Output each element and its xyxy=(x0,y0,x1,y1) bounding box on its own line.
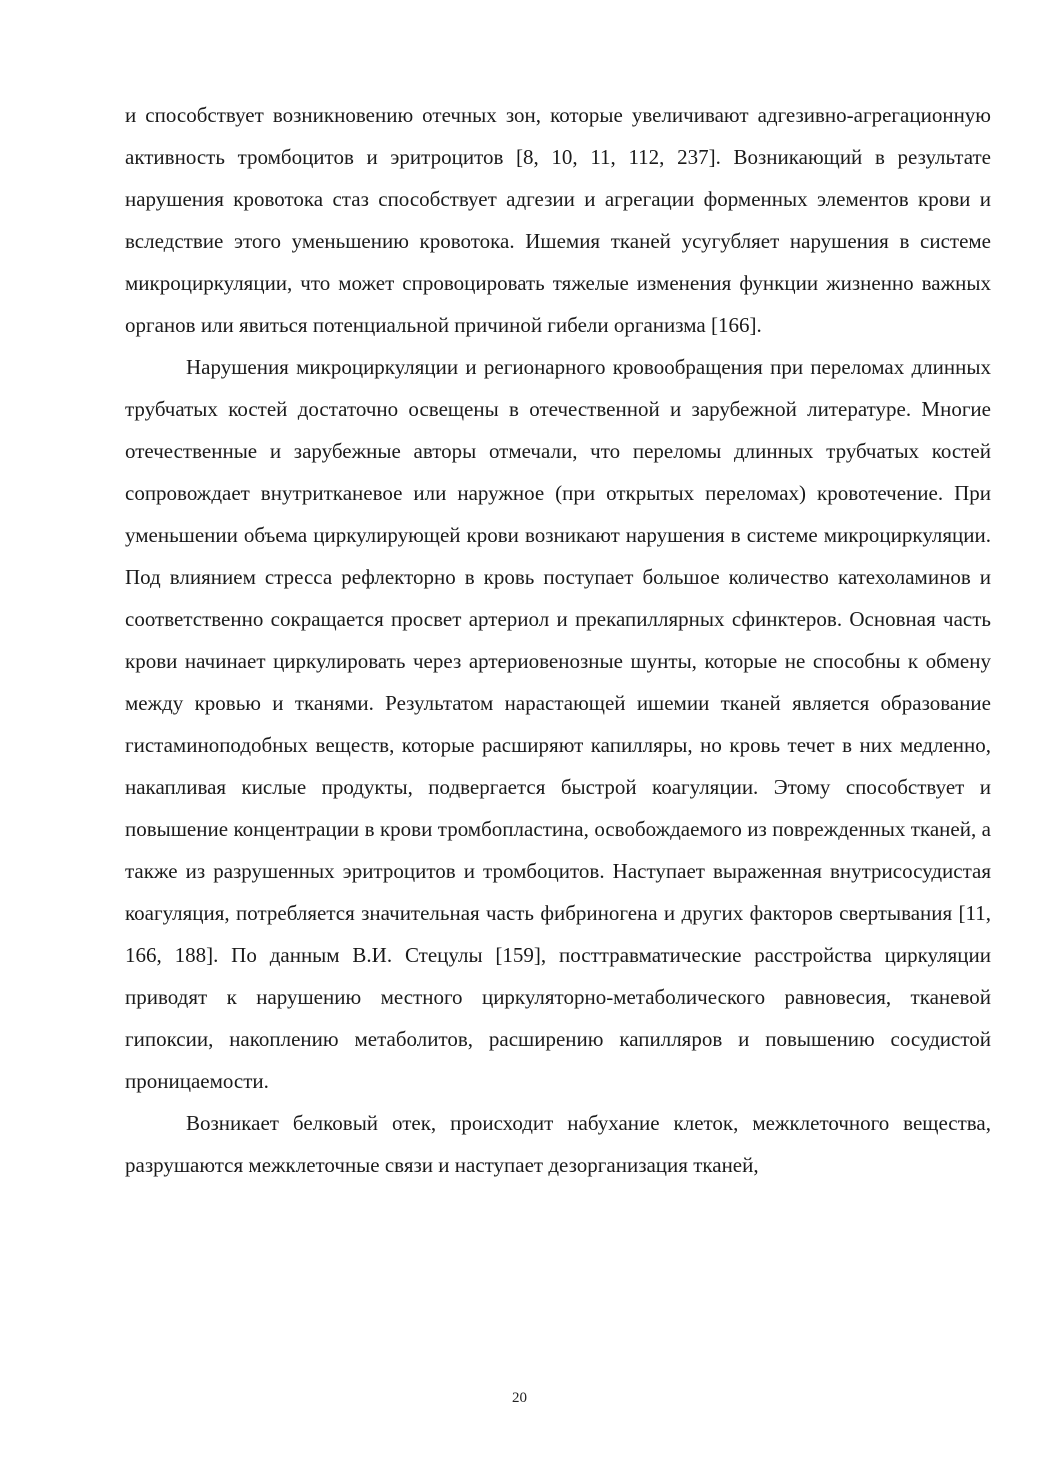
text-body xyxy=(125,94,991,1186)
paragraph-2: Нарушения микроциркуляции и регионарного кровообращения при переломах длинных трубчатых костей достаточно освещены в отечественной и зарубежной литературе. Многие отечественные и зарубежные авторы отмечали, что переломы длинных трубчатых костей сопровождает внутритканевое или наружное (при открытых переломах) кровотечение. При уменьшении объема циркулирующей крови возникают нарушения в системе микроциркуляции. Под влиянием стресса рефлекторно в кровь поступает большое количество катехоламинов и соответственно сокращается просвет артериол и прекапиллярных сфинктеров. Основная часть крови начинает циркулировать через артериовенозные шунты, которые не способны к обмену между кровью и тканями. Результатом нарастающей ишемии тканей является образование гистаминоподобных веществ, которые расширяют капилляры, но кровь течет в них медленно, накапливая кислые продукты, подвергается быстрой коагуляции. Этому способствует и повышение концентрации в крови тромбопластина, освобождаемого из поврежденных тканей, а также из разрушенных эритроцитов и тромбоцитов. Наступает выраженная внутрисосудистая коагуляция, потребляется значительная часть фибриногена и других факторов свертывания [11, 166, 188]. По данным В.И. Стецулы [159], посттравматические расстройства циркуляции приводят к нарушению местного циркуляторно-метаболического равновесия, тканевой гипоксии, накоплению метаболитов, расширению капилляров и повышению сосудистой проницаемости. xyxy=(125,355,991,1093)
page-number: 20 xyxy=(512,1390,527,1406)
paragraph-1: и способствует возникновению отечных зон, которые увеличивают адгезивно-агрегационную активность тромбоцитов и эритроцитов [8, 10, 11, 112, 237]. Возникающий в результате нарушения кровотока стаз способствует адгезии и агрегации форменных элементов крови и вследствие этого уменьшению кровотока. Ишемия тканей усугубляет нарушения в системе микроциркуляции, что может спровоцировать тяжелые изменения функции жизненно важных органов или явиться потенциальной причиной гибели организма [166]. xyxy=(125,103,991,337)
paragraph-3: Возникает белковый отек, происходит набухание клеток, межклеточного вещества, разрушаются межклеточные связи и наступает дезорганизация тканей, xyxy=(125,1111,991,1177)
